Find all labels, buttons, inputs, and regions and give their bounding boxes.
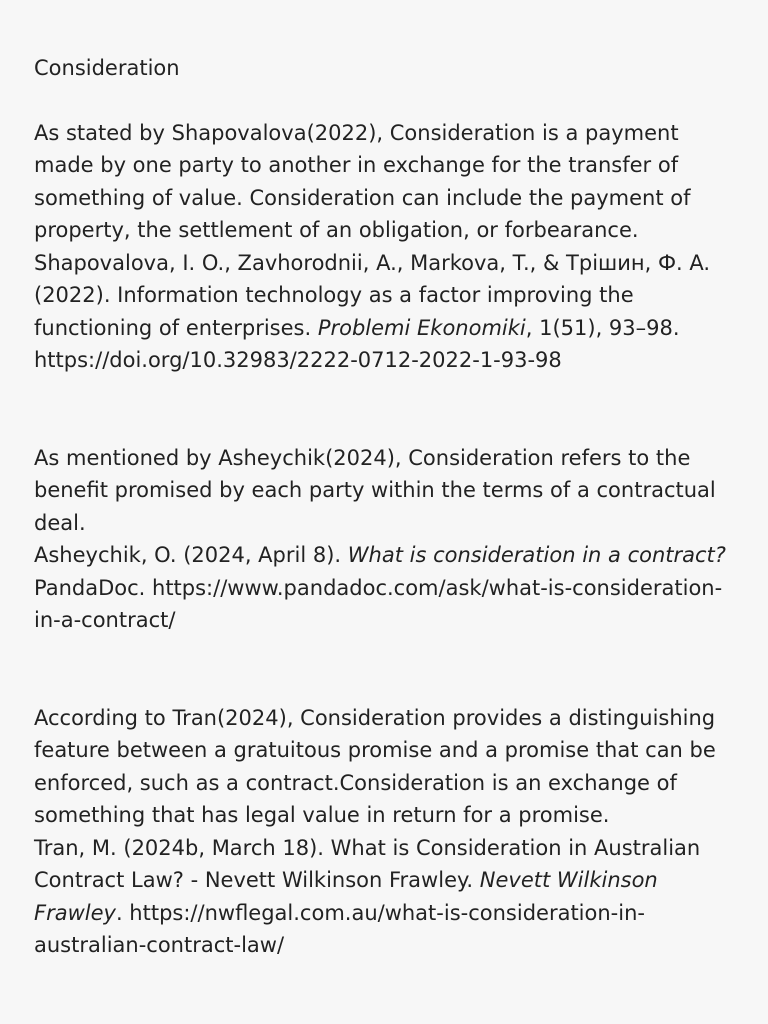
reference-body: Tran, M. (2024b, March 18). What is Consideration in Australian Contract Law? - Nevett Wilkinson Frawley. [34,835,701,892]
entry-reference [34,539,734,637]
entry-shapovalova [34,117,734,377]
entry-text: As mentioned by Asheychik(2024), Consideration refers to the benefit promised by each party within the terms of a contractual deal. [34,445,716,535]
reference-title: What is consideration in a contract? [347,543,726,567]
document-title: Consideration [34,56,180,80]
reference-tail: PandaDoc. https://www.pandadoc.com/ask/what-is-consideration-in-a-contract/ [34,575,723,632]
spacer [34,637,734,702]
entry-text: According to Tran(2024), Consideration provides a distinguishing feature between a gratuitous promise and a promise that can be enforced, such as a contract.Consideration is an exchange of something that has legal value in return for a promise. [34,705,716,827]
reference-body: Asheychik, O. (2024, April 8). [34,543,348,567]
spacer [34,377,734,442]
reference-journal: Problemi Ekonomiki [317,315,526,340]
reference-site: Nevett Wilkinson Frawley [34,868,658,925]
reference-tail: . https://nwflegal.com.au/what-is-consideration-in-australian-contract-law/ [34,900,645,957]
reference-tail: , 1(51), 93–98. https://doi.org/10.32983/2222-0712-2022-1-93-98 [34,315,680,372]
reference-body: Shapovalova, I. O., Zavhorodnii, A., Markova, T., & Трішин, Ф. A. (2022). Information technology as a factor improving the functioning of enterprises. [34,250,711,340]
entry-text: As stated by Shapovalova(2022), Consideration is a payment made by one party to another in exchange for the transfer of something of value. Consideration can include the payment of property, the settlement of an obligation, or forbearance. [34,120,691,242]
entry-reference [34,832,734,962]
entry-reference [34,247,734,377]
entry-tran [34,702,734,962]
entry-asheychik [34,442,734,637]
